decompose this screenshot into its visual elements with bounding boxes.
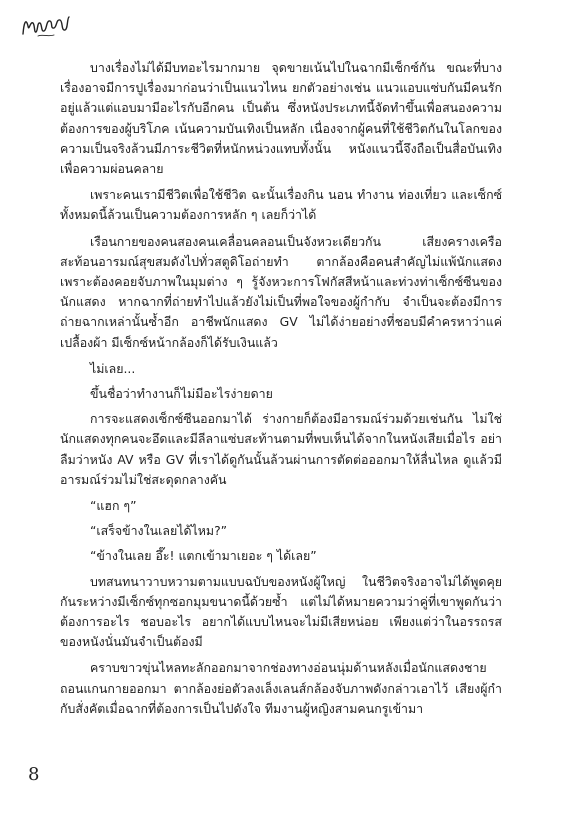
page-number: 8 (28, 764, 40, 785)
paragraph: การจะแสดงเซ็กซ์ซีนออกมาได้ ร่างกายก็ต้องมีอารมณ์ร่วมด้วยเช่นกัน ไม่ใช่นักแสดงทุกคนจะอึดและมีลีลาแซ่บสะท้านตามที่พบเห็นได้จากในหนังเสียเมื่อไร อย่าลืมว่าหนัง AV หรือ GV ที่เราได้ดูกันนั้นล้วนผ่านการตัดต่อออกมาให้ลื่นไหล ดูแล้วมีอารมณ์ร่วมไม่ใช่สะดุดกลางคัน (60, 411, 502, 487)
dialogue-line: “ข้างในเลย อึ๊ะ! แตกเข้ามาเยอะ ๆ ได้เลย” (90, 548, 317, 564)
body-text (60, 58, 502, 725)
paragraph: ไม่เลย... (90, 360, 136, 376)
paragraph: บางเรื่องไม่ได้มีบทอะไรมากมาย จุดขายเน้นไปในฉากมีเซ็กซ์กัน ขณะที่บางเรื่องอาจมีการปูเรื่องมาก่อนว่าเป็นแนวไหน ยกตัวอย่างเช่น แนวแอบแซ่บกันมีคนรักอยู่แล้วแต่แอบมามีอะไรกับอีกคน เป็นต้น ซึ่งหนังประเภทนี้จัดทำขึ้นเพื่อสนองความต้องการของผู้บริโภค เน้นความบันเทิงเป็นหลัก เนื่องจากผู้คนที่ใช้ชีวิตกันในโลกของความเป็นจริงล้วนมีภาระชีวิตที่หนักหน่วงแทบทั้งนั้น หนังแนวนี้จึงถือเป็นสื่อบันเทิงเพื่อความผ่อนคลาย (60, 60, 502, 177)
paragraph: เรือนกายของคนสองคนเคลื่อนคลอนเป็นจังหวะเดียวกัน เสียงครางเครือสะท้อนอารมณ์สุขสมดังไปทั่วสตูดิโอถ่ายทำ ตากล้องคือคนสำคัญไม่แพ้นักแสดงเพราะต้องคอยจับภาพในมุมต่าง ๆ รู้จังหวะการโฟกัสสีหน้าและท่วงท่าเซ็กซ์ซีนของนักแสดง หากฉากที่ถ่ายทำไปแล้วยังไม่เป็นที่พอใจของผู้กำกับ จำเป็นจะต้องมีการถ่ายฉากเหล่านั้นซ้ำอีก อาชีพนักแสดง GV ไม่ได้ง่ายอย่างที่ชอบมีคำครหาว่าแค่เปลื้องผ้า มีเซ็กซ์หน้ากล้องก็ได้รับเงินแล้ว (60, 233, 502, 350)
paragraph: ขึ้นชื่อว่าทำงานก็ไม่มีอะไรง่ายดาย (90, 386, 273, 402)
paragraph: เพราะคนเรามีชีวิตเพื่อใช้ชีวิต ฉะนั้นเรื่องกิน นอน ทำงาน ท่องเที่ยว และเซ็กซ์ ทั้งหมดนี้ล้วนเป็นความต้องการหลัก ๆ เลยก็ว่าได้ (60, 187, 502, 223)
dialogue-line: “แฮก ๆ” (90, 498, 137, 514)
dialogue-line: “เสร็จข้างในเลยได้ไหม?” (90, 523, 228, 539)
paragraph: บทสนทนาวาบหวามตามแบบฉบับของหนังผู้ใหญ่ ในชีวิตจริงอาจไม่ได้พูดคุยกันระหว่างมีเซ็กซ์ทุกซอกมุมขนาดนี้ด้วยซ้ำ แต่ไม่ได้หมายความว่าคู่ที่เขาพูดกันว่าต้องการอะไร ชอบอะไร อยากได้แบบไหนจะไม่มีเสียหน่อย เพียงแต่ว่าในอรรถรสของหนังนั่นมันจำเป็นต้องมี (60, 573, 502, 650)
script-logo-icon (20, 12, 72, 40)
paragraph: คราบขาวขุ่นไหลทะลักออกมาจากช่องทางอ่อนนุ่มด้านหลังเมื่อนักแสดงชายถอนแกนกายออกมา ตากล้องย่อตัวลงเล็งเลนส์กล้องจับภาพดังกล่าวเอาไว้ เสียงผู้กำกับสั่งคัตเมื่อฉากที่ต้องการเป็นไปดังใจ ทีมงานผู้หญิงสามคนกรูเข้ามา (60, 660, 502, 716)
